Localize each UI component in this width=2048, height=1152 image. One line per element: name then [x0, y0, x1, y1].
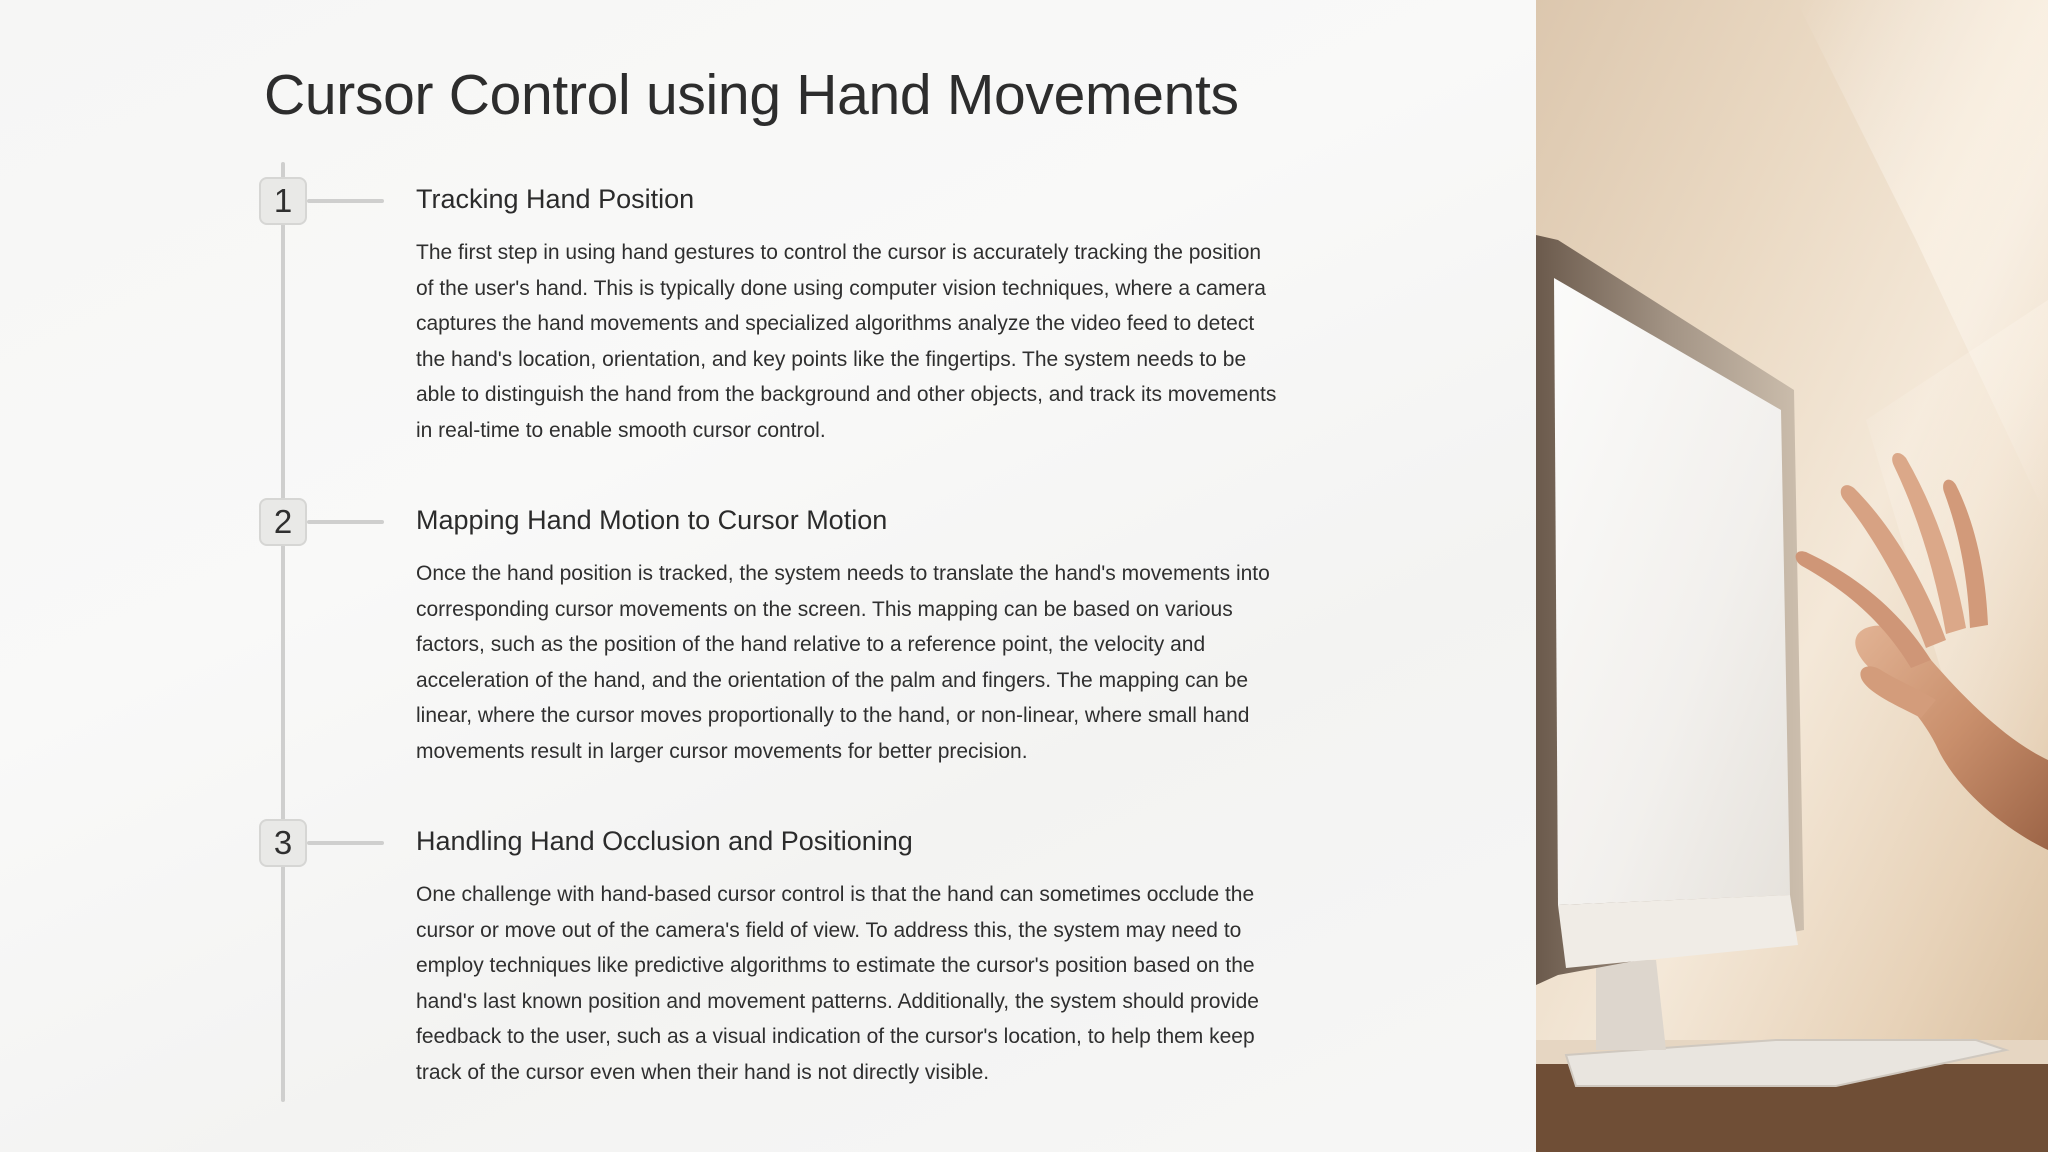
step-connector [307, 199, 384, 203]
step-number-badge: 2 [259, 498, 307, 546]
monitor-chin [1558, 895, 1798, 968]
step-connector [307, 841, 384, 845]
hand-monitor-illustration [1536, 0, 2048, 1152]
step-body: The first step in using hand gestures to control the cursor is accurately tracking the position of the user's hand. This is typically done using computer vision techniques, where a camera captures the hand movements and specialized algorithms analyze the video feed to detect the hand's location, orientation, and key points like the fingertips. The system needs to be able to distinguish the hand from the background and other objects, and track its movements in real-time to enable smooth cursor control. [416, 241, 1277, 442]
step-heading: Tracking Hand Position [416, 184, 695, 214]
page-title: Cursor Control using Hand Movements [264, 63, 1239, 127]
step-body: Once the hand position is tracked, the system needs to translate the hand's movements into corresponding cursor movements on the screen. This mapping can be based on various factors, such as the position of the hand relative to a reference point, the velocity and acceleration of the hand, and the orientation of the palm and fingers. The mapping can be linear, where the cursor moves proportionally to the hand, or non-linear, where small hand movements result in larger cursor movements for better precision. [416, 562, 1270, 763]
step-number-badge: 3 [259, 819, 307, 867]
step-connector [307, 520, 384, 524]
monitor-stand [1596, 960, 1666, 1050]
step-heading: Mapping Hand Motion to Cursor Motion [416, 505, 888, 535]
step-body: One challenge with hand-based cursor control is that the hand can sometimes occlude the cursor or move out of the camera's field of view. To address this, the system may need to employ techniques like predictive algorithms to estimate the cursor's position based on the hand's last known position and movement patterns. Additionally, the system should provide feedback to the user, such as a visual indication of the cursor's location, to help them keep track of the cursor even when their hand is not directly visible. [416, 883, 1259, 1084]
hand-monitor-photo [1536, 0, 2048, 1152]
step-number-badge: 1 [259, 177, 307, 225]
timeline-line [281, 162, 285, 1102]
step-heading: Handling Hand Occlusion and Positioning [416, 826, 913, 856]
